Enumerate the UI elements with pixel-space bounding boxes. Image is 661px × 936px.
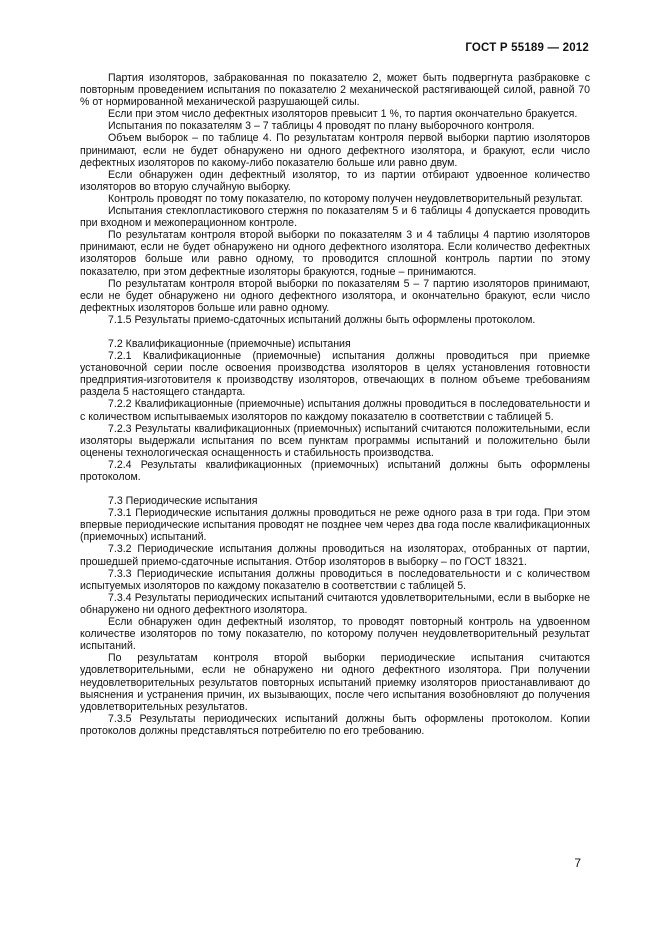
paragraph: 7.3.3 Периодические испытания должны проводиться в последовательности и с количеством испытуемых изоляторов по каждому показателю в соответствии с таблицей 5. — [80, 567, 590, 592]
paragraph: 7.3.5 Результаты периодических испытаний должны быть оформлены протоколом. Копии протоколов должны представляться потребителю по его требованию. — [80, 712, 590, 737]
paragraph: Испытания стеклопластикового стержня по показателям 5 и 6 таблицы 4 допускается проводить при входном и межоперационном контроле. — [80, 205, 590, 230]
paragraph: Если обнаружен один дефектный изолятор, то проводят повторный контроль на удвоенном количестве изоляторов по тому показателю, по которому получен неудовлетворительный результат испытаний. — [80, 616, 590, 653]
paragraph: По результатам контроля второй выборки периодические испытания считаются удовлетворительными, если не обнаружено ни одного дефектного изолятора. При получении неудовлетворительных результатов повторных испытаний приемку изоляторов приостанавливают до выяснения и устранения причин, их вызывающих, после чего испытания возобновляют до получения удовлетворительных результатов. — [80, 652, 590, 713]
paragraph: 7.3.4 Результаты периодических испытаний считаются удовлетворительными, если в выборке не обнаружено ни одного дефектного изолятора. — [80, 591, 590, 616]
section-gap — [80, 483, 590, 495]
paragraph: Партия изоляторов, забракованная по показателю 2, может быть подвергнута разбраковке с повторным проведением испытания по показателю 2 механической растягивающей силой, равной 70 % от нормированной механической разрушающей силы. — [80, 72, 590, 109]
paragraph: По результатам контроля второй выборки по показателям 5 – 7 партию изоляторов принимают, если не будет обнаружено ни одного дефектного изолятора, и окончательно бракуют, если число дефектных изоляторов больше или равно одному. — [80, 277, 590, 314]
document-header: ГОСТ Р 55189 — 2012 — [465, 42, 589, 54]
section-gap — [80, 326, 590, 338]
paragraph: 7.3.1 Периодические испытания должны проводиться не реже одного раза в три года. При этом впервые периодические испытания проводят не позднее чем через два года после квалификационных (приемочных) испытаний. — [80, 507, 590, 544]
section-heading: 7.3 Периодические испытания — [108, 495, 258, 508]
paragraph: Контроль проводят по тому показателю, по которому получен неудовлетворительный результат. — [108, 192, 583, 205]
paragraph: 7.1.5 Результаты приемо-сдаточных испытаний должны быть оформлены протоколом. — [108, 313, 536, 326]
paragraph: 7.2.4 Результаты квалификационных (приемочных) испытаний должны быть оформлены протоколом. — [80, 458, 590, 483]
paragraph: 7.2.2 Квалификационные (приемочные) испытания должны проводиться в последовательности и с количеством испытываемых изоляторов по каждому показателю в соответствии с таблицей 5. — [80, 398, 590, 423]
paragraph: 7.2.3 Результаты квалификационных (приемочных) испытаний считаются положительными, если изоляторы выдержали испытания по всем пунктам программы испытаний и положительно были оценены технологическая оснащенность и стабильность производства. — [80, 422, 590, 459]
paragraph: Если обнаружен один дефектный изолятор, то из партии отбирают удвоенное количество изоляторов во вторую случайную выборку. — [80, 168, 590, 193]
page-number: 7 — [574, 856, 581, 870]
paragraph: Объем выборок – по таблице 4. По результатам контроля первой выборки партию изоляторов принимают, если не будет обнаружено ни одного дефектного изолятора, и бракуют, если число дефектных изоляторов по какому-либо показателю больше или равно двум. — [80, 132, 590, 169]
paragraph: По результатам контроля второй выборки по показателям 3 и 4 таблицы 4 партию изоляторов принимают, если не будет обнаружено ни одного дефектного изолятора. Если количество дефектных изоляторов больше или равно одному, то проводится сплошной контроль партии по этому показателю, при этом дефектные изоляторы бракуются, годные – принимаются. — [80, 229, 590, 278]
paragraph: Если при этом число дефектных изоляторов превысит 1 %, то партия окончательно бракуется. — [108, 108, 578, 121]
paragraph: 7.3.2 Периодические испытания должны проводиться на изоляторах, отобранных от партии, прошедшей приемо-сдаточные испытания. Отбор изоляторов в выборку – по ГОСТ 18321. — [80, 543, 590, 568]
document-body — [80, 72, 590, 737]
paragraph: 7.2.1 Квалификационные (приемочные) испытания должны проводиться при приемке установочной серии после освоения производства изоляторов в целях установления готовности предприятия-изготовителя к производству изоляторов, отвечающих в полном объеме требованиям раздела 5 настоящего стандарта. — [80, 350, 590, 399]
paragraph: Испытания по показателям 3 – 7 таблицы 4 проводят по плану выборочного контроля. — [108, 120, 535, 133]
section-heading: 7.2 Квалификационные (приемочные) испытания — [108, 337, 351, 350]
